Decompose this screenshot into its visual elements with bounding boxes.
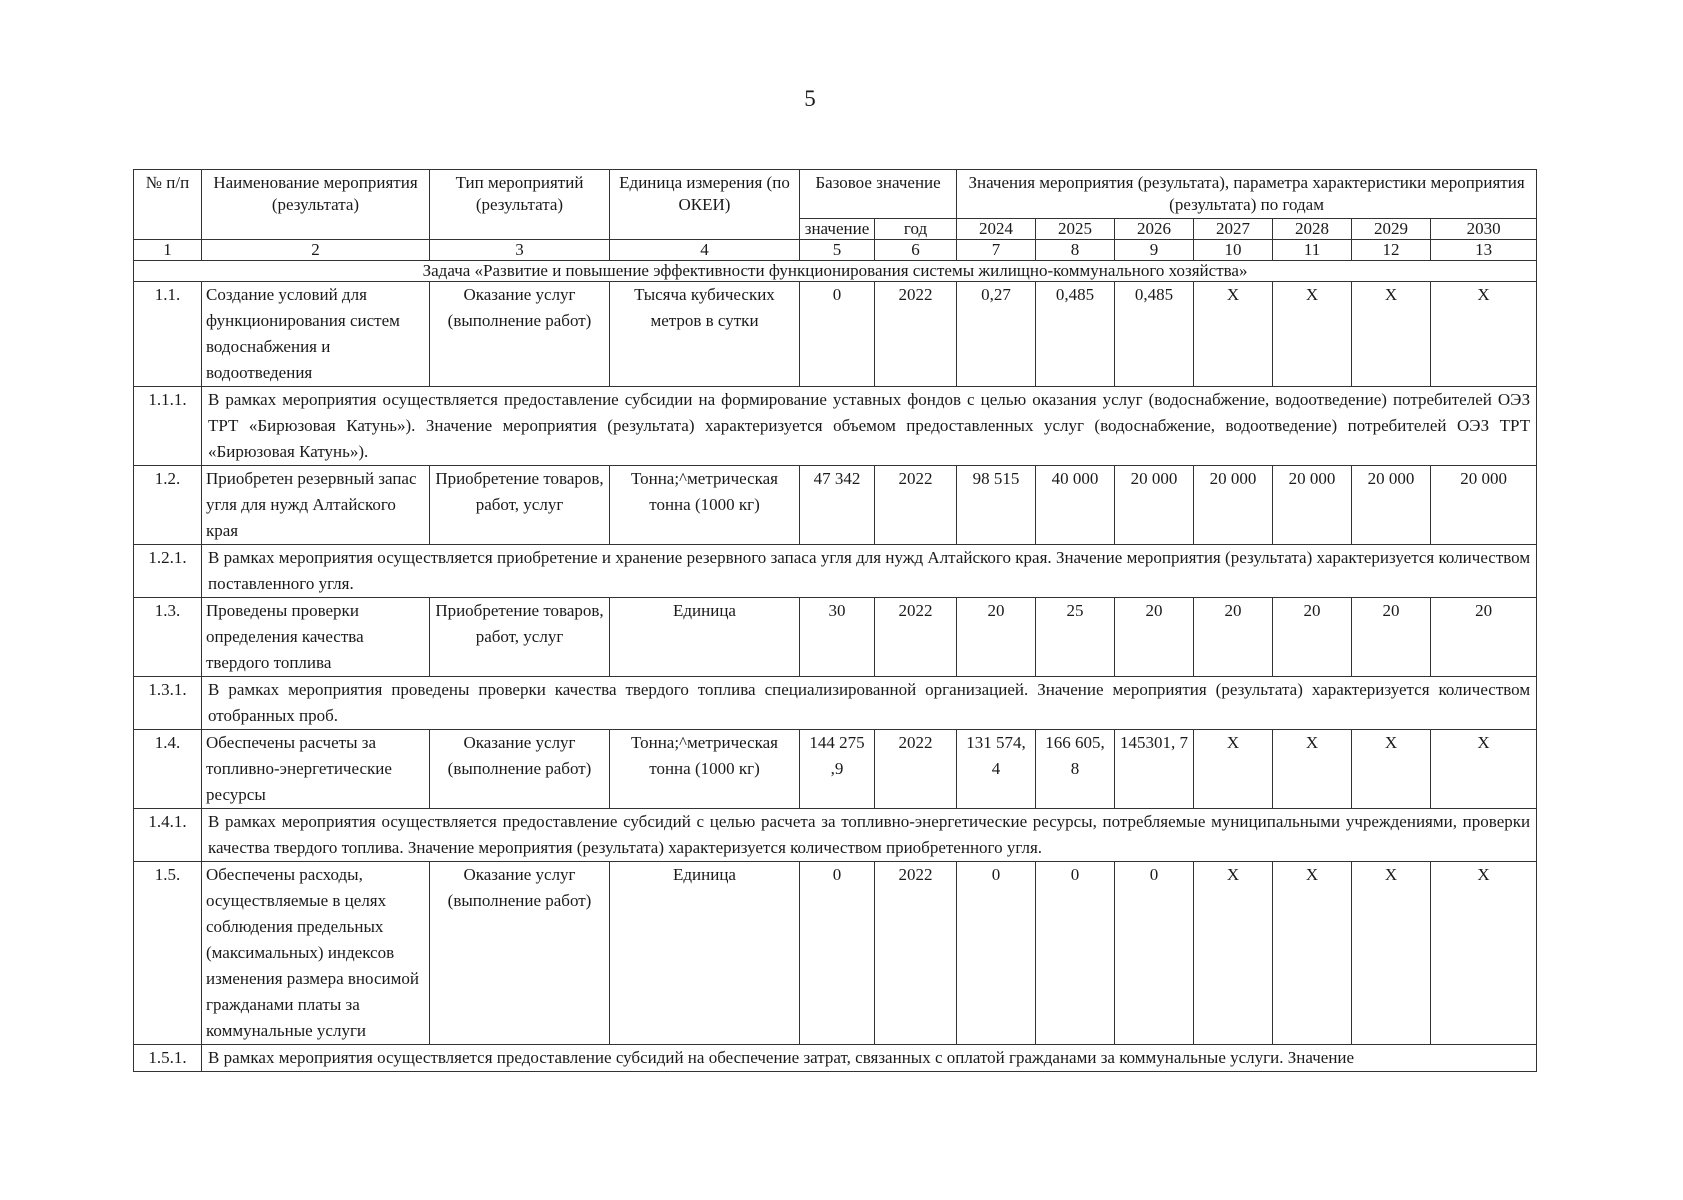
- measure-name: Обеспечены расчеты за топливно-энергетические ресурсы: [202, 730, 430, 809]
- base-year: 2022: [875, 282, 957, 387]
- year-value: X: [1352, 730, 1431, 809]
- measures-table: [133, 169, 1537, 1072]
- table-row: [134, 282, 1537, 387]
- column-number: 4: [610, 240, 800, 261]
- year-value: X: [1194, 282, 1273, 387]
- year-value: 20 000: [1273, 466, 1352, 545]
- year-value: X: [1352, 282, 1431, 387]
- row-number: 1.4.: [134, 730, 202, 809]
- row-number: 1.5.1.: [134, 1045, 202, 1072]
- year-value: X: [1352, 862, 1431, 1045]
- measure-name: Обеспечены расходы, осуществляемые в целях соблюдения предельных (максимальных) индексов изменения размера вносимой гражданами платы за коммунальные услуги: [202, 862, 430, 1045]
- measure-description: В рамках мероприятия проведены проверки качества твердого топлива специализированной организацией. Значение мероприятия (результата) характеризуется количеством отобранных проб.: [202, 677, 1537, 730]
- row-number: 1.1.1.: [134, 387, 202, 466]
- page-number: 5: [804, 86, 816, 111]
- column-number: 10: [1194, 240, 1273, 261]
- base-value: 47 342: [800, 466, 875, 545]
- year-value: 145301, 7: [1115, 730, 1194, 809]
- header-type: Тип мероприятий (результата): [430, 170, 610, 240]
- measure-unit: Тонна;^метрическая тонна (1000 кг): [610, 466, 800, 545]
- year-value: 20: [957, 598, 1036, 677]
- header-row-1: [134, 170, 1537, 219]
- year-value: 131 574, 4: [957, 730, 1036, 809]
- description-row: [134, 809, 1537, 862]
- base-year: 2022: [875, 862, 957, 1045]
- year-value: 20: [1431, 598, 1537, 677]
- measure-type: Приобретение товаров, работ, услуг: [430, 598, 610, 677]
- header-year: 2025: [1036, 219, 1115, 240]
- header-year: 2026: [1115, 219, 1194, 240]
- year-value: 20 000: [1194, 466, 1273, 545]
- column-number: 2: [202, 240, 430, 261]
- year-value: X: [1273, 862, 1352, 1045]
- base-value: 0: [800, 862, 875, 1045]
- year-value: 0,27: [957, 282, 1036, 387]
- table-row: [134, 466, 1537, 545]
- header-base-value: значение: [800, 219, 875, 240]
- year-value: X: [1431, 862, 1537, 1045]
- measure-name: Приобретен резервный запас угля для нужд Алтайского края: [202, 466, 430, 545]
- description-row: [134, 1045, 1537, 1072]
- year-value: 20 000: [1352, 466, 1431, 545]
- column-number: 5: [800, 240, 875, 261]
- row-number: 1.5.: [134, 862, 202, 1045]
- header-num: № п/п: [134, 170, 202, 240]
- header-year: 2027: [1194, 219, 1273, 240]
- table-row: [134, 598, 1537, 677]
- measure-type: Оказание услуг (выполнение работ): [430, 862, 610, 1045]
- measure-type: Оказание услуг (выполнение работ): [430, 730, 610, 809]
- header-year: 2029: [1352, 219, 1431, 240]
- row-number: 1.2.: [134, 466, 202, 545]
- description-row: [134, 545, 1537, 598]
- column-numbers-row: [134, 240, 1537, 261]
- base-value: 0: [800, 282, 875, 387]
- header-year: 2024: [957, 219, 1036, 240]
- measure-unit: Тысяча кубических метров в сутки: [610, 282, 800, 387]
- task-row: [134, 261, 1537, 282]
- year-value: X: [1431, 730, 1537, 809]
- column-number: 6: [875, 240, 957, 261]
- measure-type: Оказание услуг (выполнение работ): [430, 282, 610, 387]
- header-year: 2028: [1273, 219, 1352, 240]
- column-number: 9: [1115, 240, 1194, 261]
- year-value: X: [1273, 730, 1352, 809]
- header-values: Значения мероприятия (результата), параметра характеристики мероприятия (результата) по годам: [957, 170, 1537, 219]
- row-number: 1.2.1.: [134, 545, 202, 598]
- year-value: X: [1194, 862, 1273, 1045]
- header-name: Наименование мероприятия (результата): [202, 170, 430, 240]
- year-value: 40 000: [1036, 466, 1115, 545]
- base-value: 144 275 ,9: [800, 730, 875, 809]
- column-number: 13: [1431, 240, 1537, 261]
- measure-description: В рамках мероприятия осуществляется предоставление субсидий с целью расчета за топливно-энергетические ресурсы, потребляемые муниципальными учреждениями, проверки качества твердого топлива. Значение мероприятия (результата) характеризуется количеством приобретенного угля.: [202, 809, 1537, 862]
- description-row: [134, 387, 1537, 466]
- row-number: 1.1.: [134, 282, 202, 387]
- year-value: 20: [1194, 598, 1273, 677]
- measure-description: В рамках мероприятия осуществляется предоставление субсидии на формирование уставных фондов с целью оказания услуг (водоснабжение, водоотведение) потребителей ОЭЗ ТРТ «Бирюзовая Катунь»). Значение мероприятия (результата) характеризуется объемом предоставленных услуг (водоснабжение, водоотведение) потребителей ОЭЗ ТРТ «Бирюзовая Катунь»).: [202, 387, 1537, 466]
- year-value: 0: [1036, 862, 1115, 1045]
- year-value: 98 515: [957, 466, 1036, 545]
- measure-unit: Единица: [610, 862, 800, 1045]
- column-number: 12: [1352, 240, 1431, 261]
- description-row: [134, 677, 1537, 730]
- year-value: 25: [1036, 598, 1115, 677]
- year-value: 0: [1115, 862, 1194, 1045]
- base-value: 30: [800, 598, 875, 677]
- measure-name: Проведены проверки определения качества твердого топлива: [202, 598, 430, 677]
- year-value: X: [1194, 730, 1273, 809]
- year-value: 20: [1352, 598, 1431, 677]
- year-value: X: [1431, 282, 1537, 387]
- measure-unit: Тонна;^метрическая тонна (1000 кг): [610, 730, 800, 809]
- column-number: 7: [957, 240, 1036, 261]
- header-unit: Единица измерения (по ОКЕИ): [610, 170, 800, 240]
- column-number: 1: [134, 240, 202, 261]
- column-number: 11: [1273, 240, 1352, 261]
- measure-description: В рамках мероприятия осуществляется приобретение и хранение резервного запаса угля для нужд Алтайского края. Значение мероприятия (результата) характеризуется количеством поставленного угля.: [202, 545, 1537, 598]
- year-value: 20: [1273, 598, 1352, 677]
- year-value: 20 000: [1115, 466, 1194, 545]
- header-base: Базовое значение: [800, 170, 957, 219]
- task-title: Задача «Развитие и повышение эффективности функционирования системы жилищно-коммунального хозяйства»: [134, 261, 1537, 282]
- year-value: 166 605, 8: [1036, 730, 1115, 809]
- base-year: 2022: [875, 466, 957, 545]
- year-value: X: [1273, 282, 1352, 387]
- table-row: [134, 862, 1537, 1045]
- row-number: 1.3.1.: [134, 677, 202, 730]
- year-value: 20: [1115, 598, 1194, 677]
- measure-name: Создание условий для функционирования систем водоснабжения и водоотведения: [202, 282, 430, 387]
- year-value: 0,485: [1115, 282, 1194, 387]
- row-number: 1.4.1.: [134, 809, 202, 862]
- header-base-year: год: [875, 219, 957, 240]
- column-number: 8: [1036, 240, 1115, 261]
- year-value: 0: [957, 862, 1036, 1045]
- base-year: 2022: [875, 598, 957, 677]
- year-value: 20 000: [1431, 466, 1537, 545]
- row-number: 1.3.: [134, 598, 202, 677]
- year-value: 0,485: [1036, 282, 1115, 387]
- header-year: 2030: [1431, 219, 1537, 240]
- measure-description: В рамках мероприятия осуществляется предоставление субсидий на обеспечение затрат, связанных с оплатой гражданами за коммунальные услуги. Значение: [202, 1045, 1537, 1072]
- table-row: [134, 730, 1537, 809]
- measure-type: Приобретение товаров, работ, услуг: [430, 466, 610, 545]
- column-number: 3: [430, 240, 610, 261]
- base-year: 2022: [875, 730, 957, 809]
- measure-unit: Единица: [610, 598, 800, 677]
